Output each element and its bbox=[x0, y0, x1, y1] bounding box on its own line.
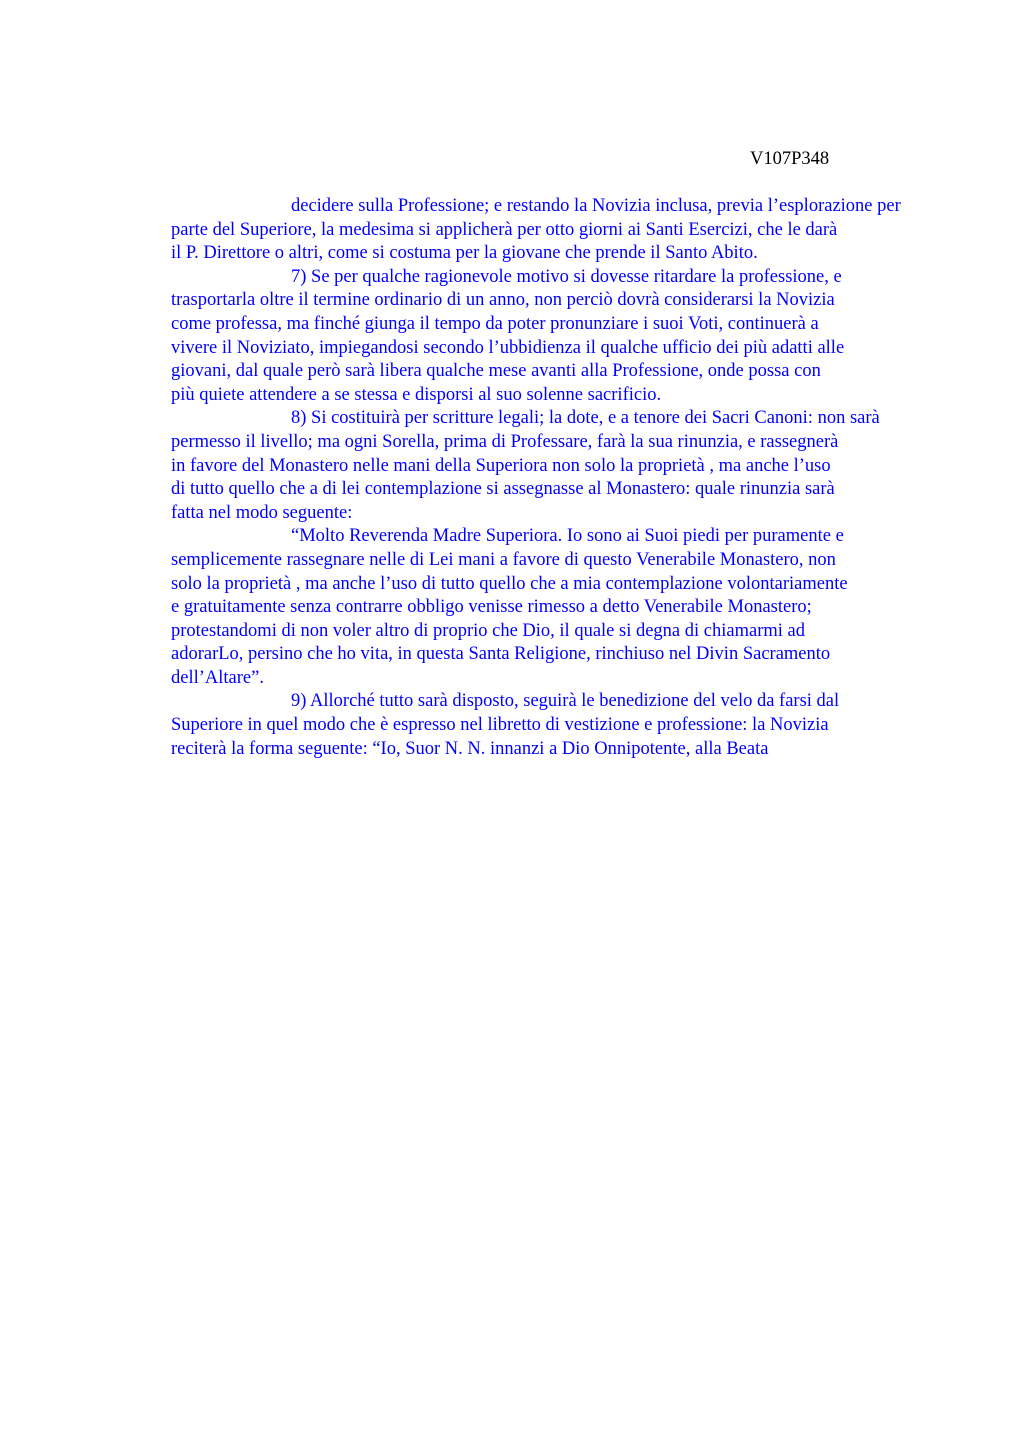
text-line: fatta nel modo seguente: bbox=[171, 502, 353, 523]
text-line: 7) Se per qualche ragionevole motivo si dovesse ritardare la professione, e bbox=[291, 266, 842, 287]
text-line: reciterà la forma seguente: “Io, Suor N. N. innanzi a Dio Onnipotente, alla Beata bbox=[171, 738, 769, 759]
text-line: 9) Allorché tutto sarà disposto, seguirà le benedizione del velo da farsi dal bbox=[291, 691, 840, 712]
text-line: semplicemente rassegnare nelle di Lei mani a favore di questo Venerabile Monastero, non bbox=[171, 549, 836, 570]
text-line: Superiore in quel modo che è espresso nel libretto di vestizione e professione: la Novizia bbox=[171, 715, 829, 736]
text-line: parte del Superiore, la medesima si applicherà per otto giorni ai Santi Esercizi, che le darà bbox=[171, 219, 838, 240]
text-line: 8) Si costituirà per scritture legali; la dote, e a tenore dei Sacri Canoni: non sarà bbox=[291, 408, 880, 429]
paragraph-7 bbox=[171, 266, 931, 408]
paragraph-9 bbox=[171, 690, 931, 761]
text-line: permesso il livello; ma ogni Sorella, prima di Professare, farà la sua rinunzia, e rassegnerà bbox=[171, 431, 839, 452]
text-line: in favore del Monastero nelle mani della Superiora non solo la proprietà , ma anche l’uso bbox=[171, 455, 831, 476]
text-line: giovani, dal quale però sarà libera qualche mese avanti alla Professione, onde possa con bbox=[171, 361, 821, 382]
document-body bbox=[171, 195, 931, 761]
text-line: il P. Direttore o altri, come si costuma per la giovane che prende il Santo Abito. bbox=[171, 243, 758, 264]
text-line: come professa, ma finché giunga il tempo da poter pronunziare i suoi Voti, continuerà a bbox=[171, 313, 819, 334]
paragraph-8 bbox=[171, 407, 931, 525]
text-line: “Molto Reverenda Madre Superiora. Io sono ai Suoi piedi per puramente e bbox=[291, 526, 844, 547]
text-line: di tutto quello che a di lei contemplazione si assegnasse al Monastero: quale rinunzia sarà bbox=[171, 479, 835, 500]
paragraph-1 bbox=[171, 195, 931, 266]
page-identifier: V107P348 bbox=[750, 149, 830, 169]
text-line: dell’Altare”. bbox=[171, 667, 264, 688]
text-line: solo la proprietà , ma anche l’uso di tutto quello che a mia contemplazione volontariamente bbox=[171, 573, 848, 594]
text-line: trasportarla oltre il termine ordinario di un anno, non perciò dovrà considerarsi la Novizia bbox=[171, 290, 835, 311]
paragraph-renunciation-quote bbox=[171, 525, 931, 690]
text-line: adorarLo, persino che ho vita, in questa Santa Religione, rinchiuso nel Divin Sacramento bbox=[171, 644, 831, 665]
text-line: più quiete attendere a se stessa e disporsi al suo solenne sacrificio. bbox=[171, 384, 662, 405]
text-line: e gratuitamente senza contrarre obbligo venisse rimesso a detto Venerabile Monastero; bbox=[171, 597, 812, 618]
text-line: vivere il Noviziato, impiegandosi secondo l’ubbidienza il qualche ufficio dei più adatti alle bbox=[171, 337, 845, 358]
text-line: decidere sulla Professione; e restando la Novizia inclusa, previa l’esplorazione per bbox=[291, 196, 901, 216]
text-line: protestandomi di non voler altro di proprio che Dio, il quale si degna di chiamarmi ad bbox=[171, 620, 805, 641]
